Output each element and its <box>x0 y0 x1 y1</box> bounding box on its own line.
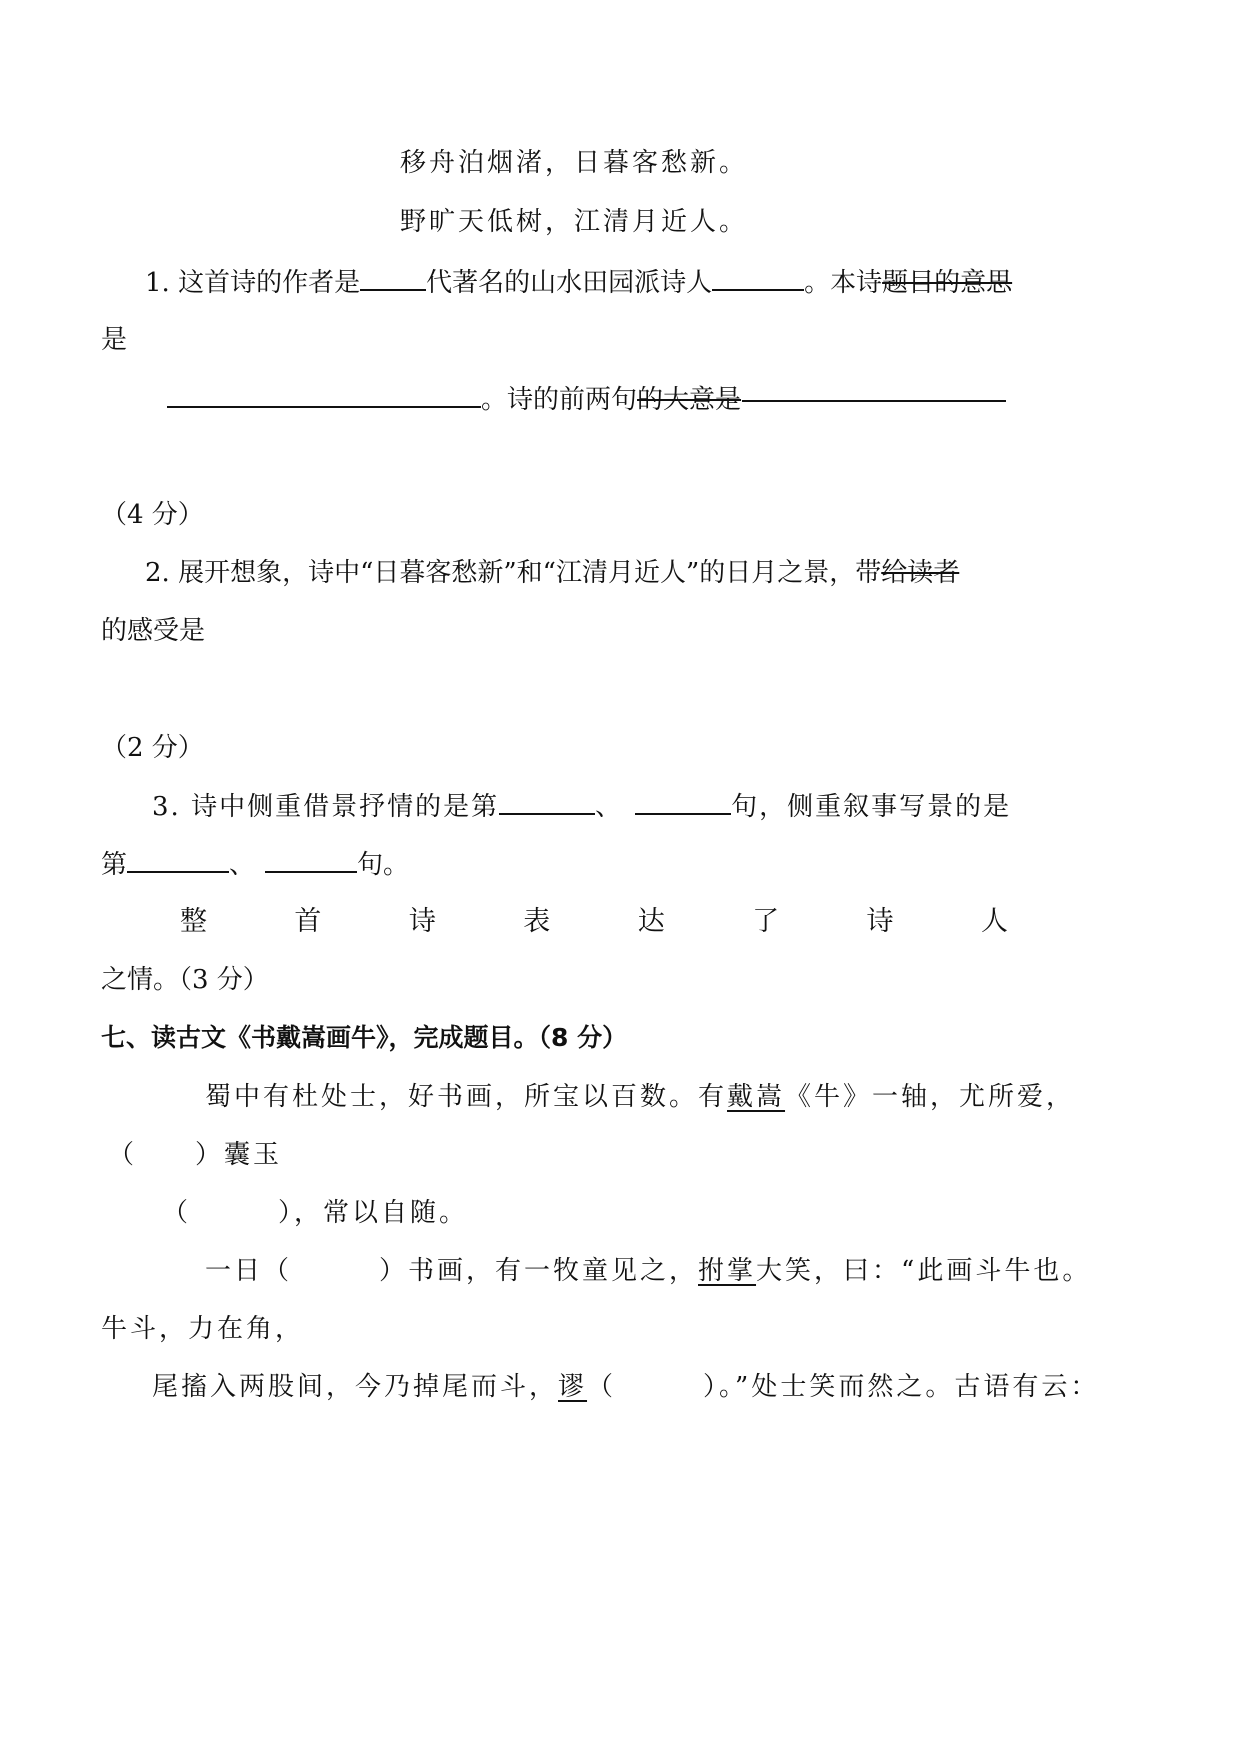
question-3-text-d: 句。 <box>357 850 410 880</box>
spread-char: 人 <box>980 906 1008 937</box>
section-7-para-3 <box>205 1254 1091 1288</box>
question-2-text-c: 的感受是 <box>101 616 206 646</box>
section-7-para-4: 牛斗，力在角， <box>101 1314 305 1344</box>
para-1-text-b: 《牛》一轴，尤所爱， <box>785 1082 1076 1112</box>
question-1-line-3 <box>167 382 741 417</box>
para-1-text-a: 蜀中有杜处士，好书画，所宝以百数。有 <box>205 1082 728 1112</box>
question-3-line-2 <box>101 847 409 882</box>
question-3-text-a: 3. 诗中侧重借景抒情的是第 <box>152 792 500 822</box>
spread-char: 表 <box>523 906 551 937</box>
spread-char: 达 <box>637 906 665 937</box>
question-1-text-g: 的大意是 <box>637 385 742 415</box>
poem-line-1: 移舟泊烟渚，日暮客愁新。 <box>400 148 749 178</box>
question-1-text-d: 题目的意思 <box>882 268 1013 298</box>
question-1-line-1 <box>145 265 1012 300</box>
question-2-text-a: 2. 展开想象，诗中“日暮客愁新”和“江清月近人”的日月之景，带 <box>145 558 882 588</box>
question-3-ending: 之情。（3 分） <box>101 965 269 995</box>
para-3-underlined: 拊掌 <box>698 1256 757 1286</box>
para-5-text-b: （ ）。”处士笑而然之。古语有云： <box>587 1372 1100 1402</box>
spread-char: 整 <box>180 906 207 937</box>
question-3-line-1 <box>152 789 1011 824</box>
section-7-para-2: （ ），常以自随。 <box>162 1198 469 1228</box>
question-3-sep: 、 <box>595 792 624 822</box>
section-7-para-5 <box>152 1370 1099 1404</box>
poem-line-2: 野旷天低树，江清月近人。 <box>400 207 749 237</box>
question-3-text-b: 句，侧重叙事写景的是 <box>731 792 1012 822</box>
answer-blank[interactable] <box>265 847 357 873</box>
para-1-underlined: 戴嵩 <box>727 1082 786 1112</box>
question-1-text-c: 。本诗 <box>804 268 883 298</box>
para-3-text-a: 一日（ ）书画，有一牧童见之， <box>205 1256 699 1286</box>
spread-char: 诗 <box>408 906 436 937</box>
section-7-para-1-cont: （ ）囊玉 <box>108 1140 283 1170</box>
question-1-text-f: 。诗的前两句 <box>481 385 638 415</box>
question-3-text-c: 第 <box>101 850 128 880</box>
para-3-text-b: 大笑，曰：“此画斗牛也。 <box>756 1256 1092 1286</box>
question-1-score: （4 分） <box>101 500 204 530</box>
question-3-sep-2: 、 <box>229 850 256 880</box>
spread-char: 诗 <box>866 906 894 937</box>
answer-blank[interactable] <box>635 789 731 815</box>
answer-line[interactable] <box>742 400 1006 402</box>
question-3-spread-line <box>180 905 1008 939</box>
answer-blank[interactable] <box>499 789 595 815</box>
question-1-text-a: 1. 这首诗的作者是 <box>145 268 361 298</box>
section-7-para-1 <box>205 1080 1075 1114</box>
para-5-text-a: 尾搐入两股间，今乃掉尾而斗， <box>152 1372 559 1402</box>
answer-blank[interactable] <box>360 265 426 291</box>
spread-char: 了 <box>752 906 780 937</box>
question-2-line-1 <box>145 556 959 590</box>
para-5-underlined: 谬 <box>558 1372 588 1402</box>
question-1-text-e: 是 <box>101 325 128 355</box>
question-2-score: （2 分） <box>101 733 204 763</box>
spread-char: 首 <box>294 906 322 937</box>
answer-blank[interactable] <box>127 847 229 873</box>
question-2-text-b: 给读者 <box>881 558 960 588</box>
answer-blank[interactable] <box>167 382 481 408</box>
answer-blank[interactable] <box>712 265 804 291</box>
question-1-text-b: 代著名的山水田园派诗人 <box>426 268 713 298</box>
section-7-heading: 七、读古文《书戴嵩画牛》，完成题目。（8 分） <box>101 1023 628 1052</box>
